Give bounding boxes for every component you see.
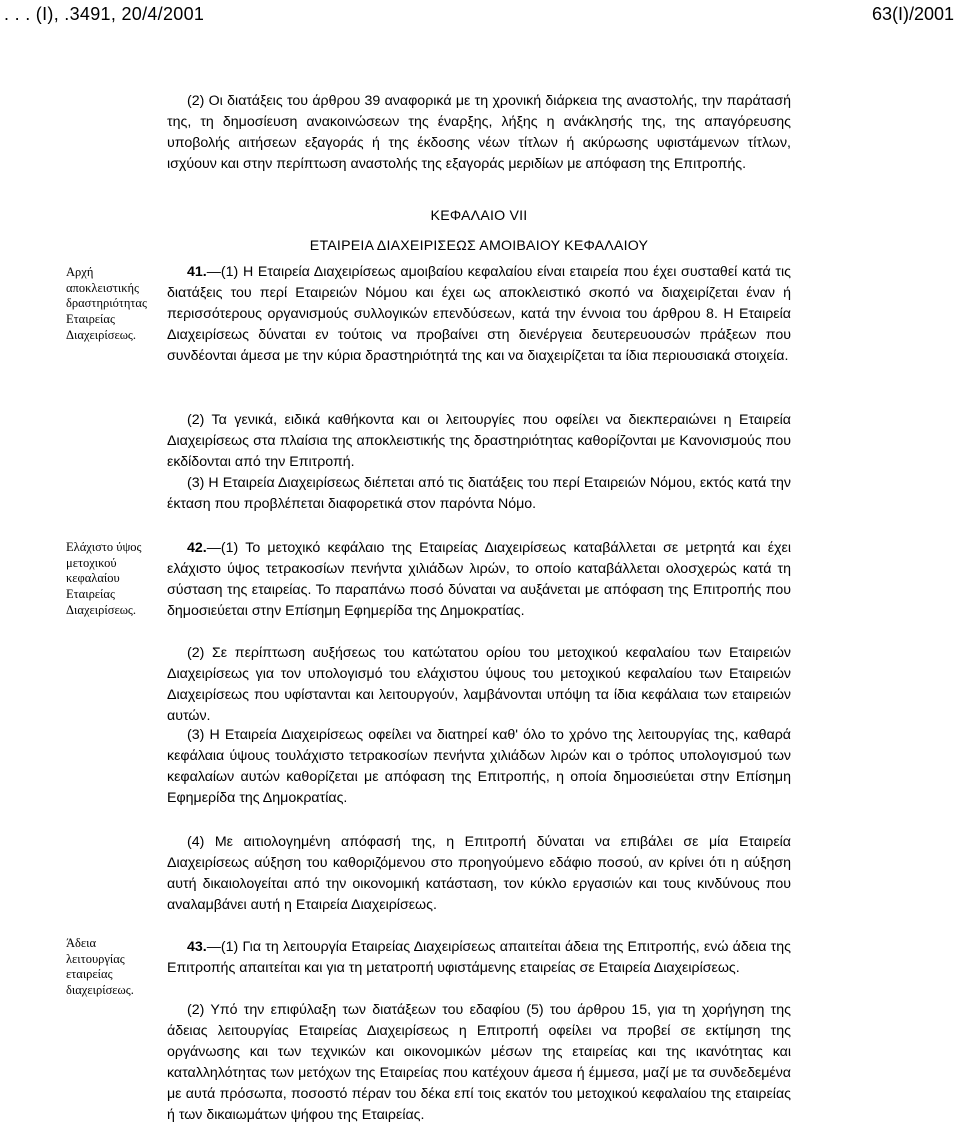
margin-note-line: κεφαλαίου (66, 571, 120, 586)
margin-note-line: μετοχικού (66, 555, 117, 570)
law-number-header: 63(I)/2001 (871, 4, 954, 24)
article-42-paragraph-4-text: (4) Με αιτιολογημένη απόφασή της, η Επιτροπή δύναται να επιβάλει σε μία Εταιρεία Διαχειρίσεως αύξηση του καθοριζόμενου στο προηγούμενο εδάφιο ποσού, αν κρίνει ότι η αύξηση αυτή δικαιολογείται από την οικονομική κατάσταση, τον κύκλο εργασιών και τους κινδύνους που αναλαμβάνει αυτή η Εταιρεία Διαχειρίσεως. (167, 834, 791, 913)
margin-note-article-43 (66, 936, 158, 999)
article-41-paragraph-3-text: (3) Η Εταιρεία Διαχειρίσεως διέπεται από τις διατάξεις του περί Εταιρειών Νόμου, εκτός κατά την έκταση που προβλέπεται διαφορετικά στον παρόντα Νόμο. (167, 475, 791, 512)
margin-note-line: Διαχειρίσεως. (66, 327, 137, 342)
gazette-issue-header: . . . (I), .3491, 20/4/2001 (4, 4, 205, 24)
article-42-paragraph-3-text: (3) Η Εταιρεία Διαχειρίσεως οφείλει να διατηρεί καθ' όλο το χρόνο της λειτουργίας της, καθαρά κεφάλαια ύψους τουλάχιστο τετρακοσίων πενήντα χιλιάδων λιρών και ο τρόπος υπολογισμού των κεφαλαίων αυτών καθορίζεται με απόφαση της Επιτροπής, η οποία δημοσιεύεται στην Επίσημη Εφημερίδα της Δημοκρατίας. (167, 727, 791, 806)
article-41-paragraph-1 (167, 262, 791, 367)
margin-note-line: διαχειρίσεως. (66, 983, 134, 998)
margin-note-line: Εταιρείας (66, 587, 115, 602)
margin-note-line: δραστηριότητας (66, 296, 147, 311)
margin-note-article-41 (66, 265, 158, 344)
article-42-number: 42. (187, 540, 207, 556)
article-42-paragraph-2 (167, 643, 791, 727)
article-42-paragraph-1 (167, 538, 791, 622)
margin-note-line: Εταιρείας (66, 312, 115, 327)
article-41-paragraph-3 (167, 473, 791, 515)
chapter-title: ΚΕΦΑΛΑΙΟ VII (430, 208, 528, 224)
article-43-paragraph-2 (167, 1000, 791, 1125)
article-41-paragraph-1-text: —(1) Η Εταιρεία Διαχειρίσεως αμοιβαίου κεφαλαίου είναι εταιρεία που έχει συσταθεί κατά τις διατάξεις του περί Εταιρειών Νόμου και έχει ως αποκλειστικό σκοπό να διαχειρίζεται έναν ή περισσότερους οργανισμούς συλλογικών επενδύσεων, κατά την έννοια του άρθρου 8. Η Εταιρεία Διαχειρίσεως δύναται εν τούτοις να προβαίνει στη διενέργεια δευτερευουσών πράξεων που συνδέονται άμεσα με την κύρια δραστηριότητά της και να διαχειρίζεται τα ίδια περιουσιακά στοιχεία. (167, 264, 791, 364)
margin-note-article-42 (66, 540, 158, 619)
article-42-paragraph-4 (167, 832, 791, 916)
margin-note-line: αποκλειστικής (66, 280, 139, 295)
margin-note-line: Ελάχιστο ύψος (66, 540, 142, 554)
article-43-paragraph-1 (167, 937, 791, 979)
chapter-subtitle: ΕΤΑΙΡΕΙΑ ΔΙΑΧΕΙΡΙΣΕΩΣ ΑΜΟΙΒΑΙΟΥ ΚΕΦΑΛΑΙΟΥ (309, 238, 649, 254)
article-42-paragraph-1-text: —(1) Το μετοχικό κεφάλαιο της Εταιρείας Διαχειρίσεως καταβάλλεται σε μετρητά και έχει ελάχιστο ύψος τετρακοσίων πενήντα χιλιάδων λιρών, το οποίο καταβάλλεται ολοσχερώς κατά τη σύσταση της εταιρείας. Το παραπάνω ποσό δύναται να αυξάνεται με απόφαση της Επιτροπής που δημοσιεύεται στην Επίσημη Εφημερίδα της Δημοκρατίας. (167, 540, 791, 619)
article-43-paragraph-1-text: —(1) Για τη λειτουργία Εταιρείας Διαχειρίσεως απαιτείται άδεια της Επιτροπής, ενώ άδεια της Επιτροπής απαιτείται και για τη μετατροπή υφιστάμενης εταιρείας σε Εταιρεία Διαχειρίσεως. (167, 939, 791, 976)
article-42-paragraph-3 (167, 725, 791, 809)
article-41-paragraph-2-text: (2) Τα γενικά, ειδικά καθήκοντα και οι λειτουργίες που οφείλει να διεκπεραιώνει η Εταιρεία Διαχειρίσεως στα πλαίσια της αποκλειστικής της δραστηριότητας καθορίζονται με Κανονισμούς που εκδίδονται από την Επιτροπή. (167, 412, 791, 470)
margin-note-line: εταιρείας (66, 967, 113, 982)
article-43-paragraph-2-text: (2) Υπό την επιφύλαξη των διατάξεων του εδαφίου (5) του άρθρου 15, για τη χορήγηση της άδειας λειτουργίας Εταιρείας Διαχειρίσεως η Επιτροπή οφείλει να προβεί σε εκτίμηση της οργάνωσης και των τεχνικών και οικονομικών μέσων της εταιρείας και της ικανότητας και καταλληλότητας των μετόχων της Εταιρείας που κατέχουν άμεσα ή έμμεσα, μαζί με τα συνδεδεμένα με αυτά πρόσωπα, ποσοστό πέραν του δέκα επί τοις εκατόν του μετοχικού κεφαλαίου της εταιρείας ή των δικαιωμάτων ψήφου της Εταιρείας. (167, 1002, 791, 1123)
paragraph-39-2-text: (2) Οι διατάξεις του άρθρου 39 αναφορικά με τη χρονική διάρκεια της αναστολής, την παράτασή της, τη δημοσίευση ανακοινώσεων της έναρξης, λήξης η ανάκλησής της, της απαγόρευσης υποβολής αιτήσεων εξαγοράς ή της έκδοσης νέων τίτλων ή ακύρωσης υφιστάμενων τίτλων, ισχύουν και στην περίπτωση αναστολής της εξαγοράς μεριδίων με απόφαση της Επιτροπής. (167, 93, 791, 172)
article-43-number: 43. (187, 939, 207, 955)
paragraph-39-2 (167, 91, 791, 175)
margin-note-line: Αρχή (66, 265, 94, 279)
margin-note-line: Άδεια (66, 936, 97, 950)
article-42-paragraph-2-text: (2) Σε περίπτωση αυξήσεως του κατώτατου ορίου του μετοχικού κεφαλαίου των Εταιρειών Διαχειρίσεως για τον υπολογισμό του ελάχιστου ύψους του μετοχικού κεφαλαίου των Εταιρειών Διαχειρίσεως που υφίστανται και λειτουργούν, λαμβάνονται υπόψη τα ίδια κεφάλαια των εταιρειών αυτών. (167, 645, 791, 724)
article-41-number: 41. (187, 264, 207, 280)
margin-note-line: λειτουργίας (66, 951, 125, 966)
article-41-paragraph-2 (167, 410, 791, 473)
margin-note-line: Διαχειρίσεως. (66, 602, 137, 617)
